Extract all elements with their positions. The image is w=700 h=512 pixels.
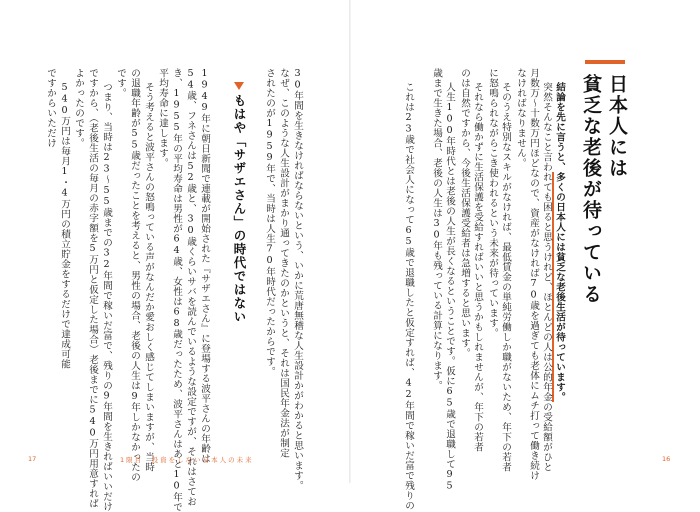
right-body-line: なければなりません。 xyxy=(515,68,526,168)
section-subheading: もはや「サザエさん」の時代ではない xyxy=(232,94,247,324)
right-body-line: これは23歳で社会人になって65歳で退職したと仮定すれば、42年間で稼いだ富で残りの xyxy=(403,82,414,511)
left-body-line: されたのが1959年で、当時は人生70年時代だったからです。 xyxy=(264,68,275,377)
chapter-title-line2: 貧乏な老後が待っている xyxy=(580,74,602,305)
right-body-line: それなら働かずに生活保護を受給すればいいと思うかもしれませんが、年下の若者 xyxy=(472,82,483,452)
left-body-line: の退職年齢が55歳だったことを考えると、男性の場合、老後の人生は9年しかなかったの xyxy=(129,68,140,483)
left-body-line: ですから、（老後生活の毎月の赤字額を5万円と仮定した場合）老後までに540万円用意すれば xyxy=(87,68,98,509)
left-body-line: つまり、当時は23〜55歳までの32年間で稼いだ富で、残りの9年間を生きればいいだけ xyxy=(101,82,112,512)
left-page-number: 17 xyxy=(28,455,37,463)
right-body-line: 突然そんなこと言われても困ると思うけれど、ほとんどの人は公的年金の受給額がひと xyxy=(541,82,552,472)
lead-emphasis: 多くの日本人には貧乏な老後生活が待っています。 xyxy=(554,172,565,402)
right-body-line: 月数万〜十数万円ほどなので、資産がなければ70歳を過ぎても老体にムチ打って働き続け xyxy=(528,68,539,481)
page-gutter xyxy=(349,0,351,483)
left-body-line: そう考えると波平さんの怒鳴っている声がなんだか愛おしく感じてしまいますが、当時 xyxy=(143,82,154,472)
lead-sentence xyxy=(553,82,566,402)
left-body-line: です。 xyxy=(115,68,126,98)
chapter-title-line1: 日本人には xyxy=(606,74,628,179)
left-body-line: 54歳、フネさんは52歳と、30歳くらいサバを読んでいるような設定ですが、それはさてお xyxy=(185,68,196,507)
right-page-number: 16 xyxy=(662,455,671,463)
right-body-line: 歳まで生きた場合、老後の人生は30年も残っている計算になります。 xyxy=(431,68,442,391)
right-body-line: のは自然ですから、今後生活保護受給者は急増すると思います。 xyxy=(459,68,470,358)
left-body-line: 平均寿命に達します。 xyxy=(157,68,168,168)
left-body-line: よかったのです。 xyxy=(73,68,84,148)
left-body-line: 540万円は毎月1・4万円の積立貯金をするだけで達成可能 xyxy=(59,82,70,369)
left-body-line: 1949年に朝日新聞で連載が開始された『サザエさん』に登場する波平さんの年齢は xyxy=(199,68,210,464)
lead-prefix: 結論を先に言うと、 xyxy=(554,82,565,172)
left-body-line: なぜ、このような人生設計がまかり通ってきたのかというと、それは国民年金法が制定 xyxy=(278,68,289,458)
running-head: 1限目 投資をしない日本人の未来 xyxy=(120,456,254,464)
left-body-line: 30年間を生きなければならないという、いかに荒唐無稽な人生設計かがわかると思います。 xyxy=(292,68,303,491)
subhead-triangle-icon xyxy=(234,82,244,90)
left-body-line: ですからいただけ xyxy=(45,68,56,148)
right-body-line: 人生100年時代とは老後の人生が長くなるということです。仮に65歳で退職して95 xyxy=(444,82,455,492)
right-body-line: そのうえ特別なスキルがなければ、最低賃金の単純労働しか職がないため、年下の若者 xyxy=(500,82,511,472)
left-body-line: き、1955年の平均寿命は男性が64歳、女性は68歳だったため、波平さんはあと10年で xyxy=(171,68,182,512)
right-body-line: に怒鳴られながらこき使われるという未来が待っています。 xyxy=(487,68,498,338)
title-accent-bar xyxy=(585,60,625,64)
